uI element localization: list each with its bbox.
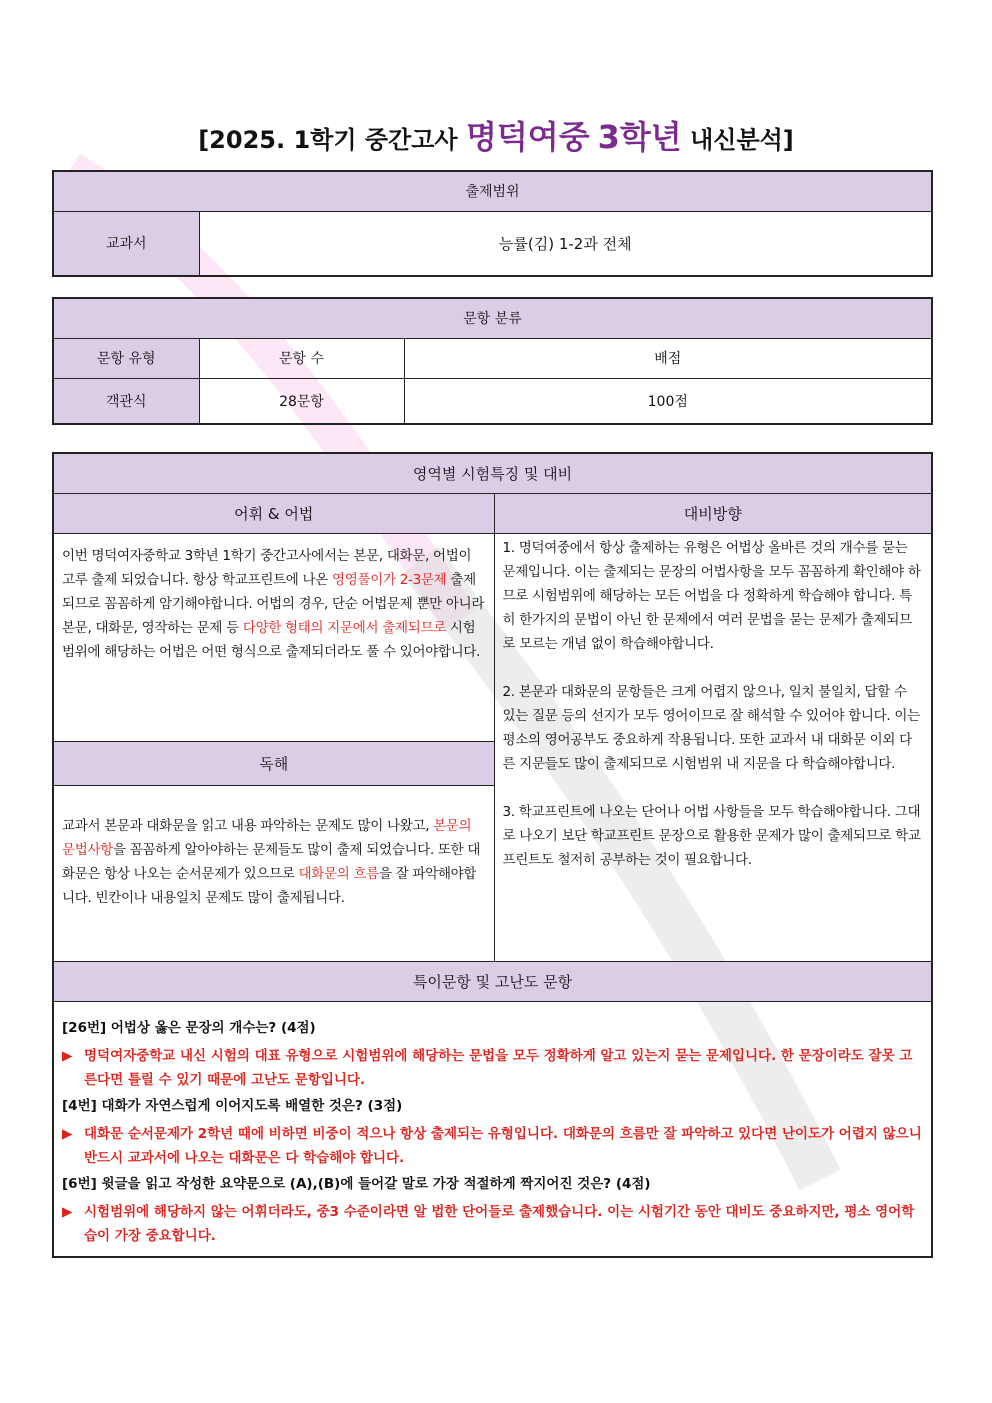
prep-item-2: 2. 본문과 대화문의 문항들은 크게 어렵지 않으나, 일치 불일치, 답할 수 있는 질문 등의 선지가 모두 영어이므로 잘 해석할 수 있어야 합니다. 이는 평소의 영어공부도 중요하게 작용됩니다. 또한 교과서 내 대화문 이외 다른 지문들도 많이 출제되므로 시험범위 내 지문을 다 학습해야합니다. — [502, 683, 920, 772]
special-comment-2: ▶ 대화문 순서문제가 2학년 때에 비하면 비중이 적으나 항상 출제되는 유형입니다. 대화문의 흐름만 잘 파악하고 있다면 난이도가 어렵지 않으니 반드시 교과서에 나오는 대화문은 다 학습해야 합니다. — [62, 1122, 923, 1170]
special-comment-1: ▶ 명덕여자중학교 내신 시험의 대표 유형으로 시험범위에 해당하는 문법을 모두 정확하게 알고 있는지 묻는 문제입니다. 한 문장이라도 잘못 고른다면 틀릴 수 있기 때문에 고난도 문항입니다. — [62, 1044, 923, 1092]
reading-highlight-2: 대화문의 흐름 — [298, 865, 379, 882]
reading-header: 독해 — [53, 741, 494, 785]
col-count: 문항 수 — [199, 338, 404, 378]
reading-text: 교과서 본문과 대화문을 읽고 내용 파악하는 문제도 많이 나왔고, 본문의 문법사항을 꼼꼼하게 알아야하는 문제들도 많이 출제 되었습니다. 또한 대화문은 항상 나오는 순서문제가 있으므로 대화문의 흐름을 잘 파악해야합니다. 빈칸이나 내용일치 문제도 많이 출제됩니다. — [53, 785, 494, 961]
col-score: 배점 — [404, 338, 932, 378]
features-table — [52, 452, 933, 1258]
special-comment-3: ▶ 시험범위에 해당하지 않는 어휘더라도, 중3 수준이라면 알 법한 단어들로 출제했습니다. 이는 시험기간 동안 대비도 중요하지만, 평소 영어학습이 가장 중요합니다. — [62, 1200, 923, 1248]
col-type: 문항 유형 — [53, 338, 199, 378]
reading-highlight-1: 본문의 문법사항 — [62, 817, 472, 858]
vocab-highlight-2: 다양한 형태의 지문에서 출제되므로 — [242, 619, 446, 636]
classification-header: 문항 분류 — [53, 298, 932, 338]
features-header: 영역별 시험특징 및 대비 — [53, 453, 932, 493]
scope-table — [52, 170, 933, 277]
special-question-2: [4번] 대화가 자연스럽게 이어지도록 배열한 것은? (3점) — [62, 1097, 403, 1114]
prep-text — [494, 533, 932, 961]
vocab-highlight-1: 영영풀이가 2-3문제 — [332, 571, 447, 588]
scope-label: 교과서 — [53, 211, 199, 276]
prep-header: 대비방향 — [494, 493, 932, 533]
grade-label: 3학년 — [597, 118, 682, 156]
row-count: 28문항 — [199, 378, 404, 424]
row-score: 100점 — [404, 378, 932, 424]
arrow-icon: ▶ — [62, 1125, 73, 1142]
prep-item-3: 3. 학교프린트에 나오는 단어나 어법 사항들을 모두 학습해야합니다. 그대로 나오기 보단 학교프린트 문장으로 활용한 문제가 많이 출제되므로 학교프린트도 철저히 공부하는 것이 필요합니다. — [502, 803, 921, 868]
arrow-icon: ▶ — [62, 1047, 73, 1064]
scope-header: 출제범위 — [53, 171, 932, 211]
special-question-1: [26번] 어법상 옳은 문장의 개수는? (4점) — [62, 1019, 316, 1036]
special-header: 특이문항 및 고난도 문항 — [53, 961, 932, 1001]
vocab-header: 어휘 & 어법 — [53, 493, 494, 533]
school-name: 명덕여중 — [465, 118, 590, 156]
page-title: [2025. 1학기 중간고사 명덕여중 3학년 내신분석] — [198, 118, 794, 156]
special-question-3: [6번] 윗글을 읽고 작성한 요약문으로 (A),(B)에 들어갈 말로 가장 적절하게 짝지어진 것은? (4점) — [62, 1175, 651, 1192]
row-type: 객관식 — [53, 378, 199, 424]
special-body — [53, 1001, 932, 1257]
arrow-icon: ▶ — [62, 1203, 73, 1220]
scope-value: 능률(김) 1-2과 전체 — [199, 211, 932, 276]
classification-table — [52, 297, 933, 425]
prep-item-1: 1. 명덕여중에서 항상 출제하는 유형은 어법상 올바른 것의 개수를 묻는 문제입니다. 이는 출제되는 문장의 어법사항을 모두 꼼꼼하게 확인해야 하므로 시험범위에 해당하는 모든 어법을 다 정확하게 학습해야 합니다. 특히 한가지의 문법이 아닌 한 문제에서 여러 문법을 묻는 문제가 출제되므로 모르는 개념 없이 학습해야합니다. — [502, 539, 921, 652]
vocab-text: 이번 명덕여자중학교 3학년 1학기 중간고사에서는 본문, 대화문, 어법이 고루 출제 되었습니다. 항상 학교프린트에 나온 영영풀이가 2-3문제 출제되므로 꼼꼼하게 암기해야합니다. 어법의 경우, 단순 어법문제 뿐만 아니라 본문, 대화문, 영작하는 문제 등 다양한 형태의 지문에서 출제되므로 시험범위에 해당하는 어법은 어떤 형식으로 출제되더라도 풀 수 있어야합니다. — [53, 533, 494, 741]
